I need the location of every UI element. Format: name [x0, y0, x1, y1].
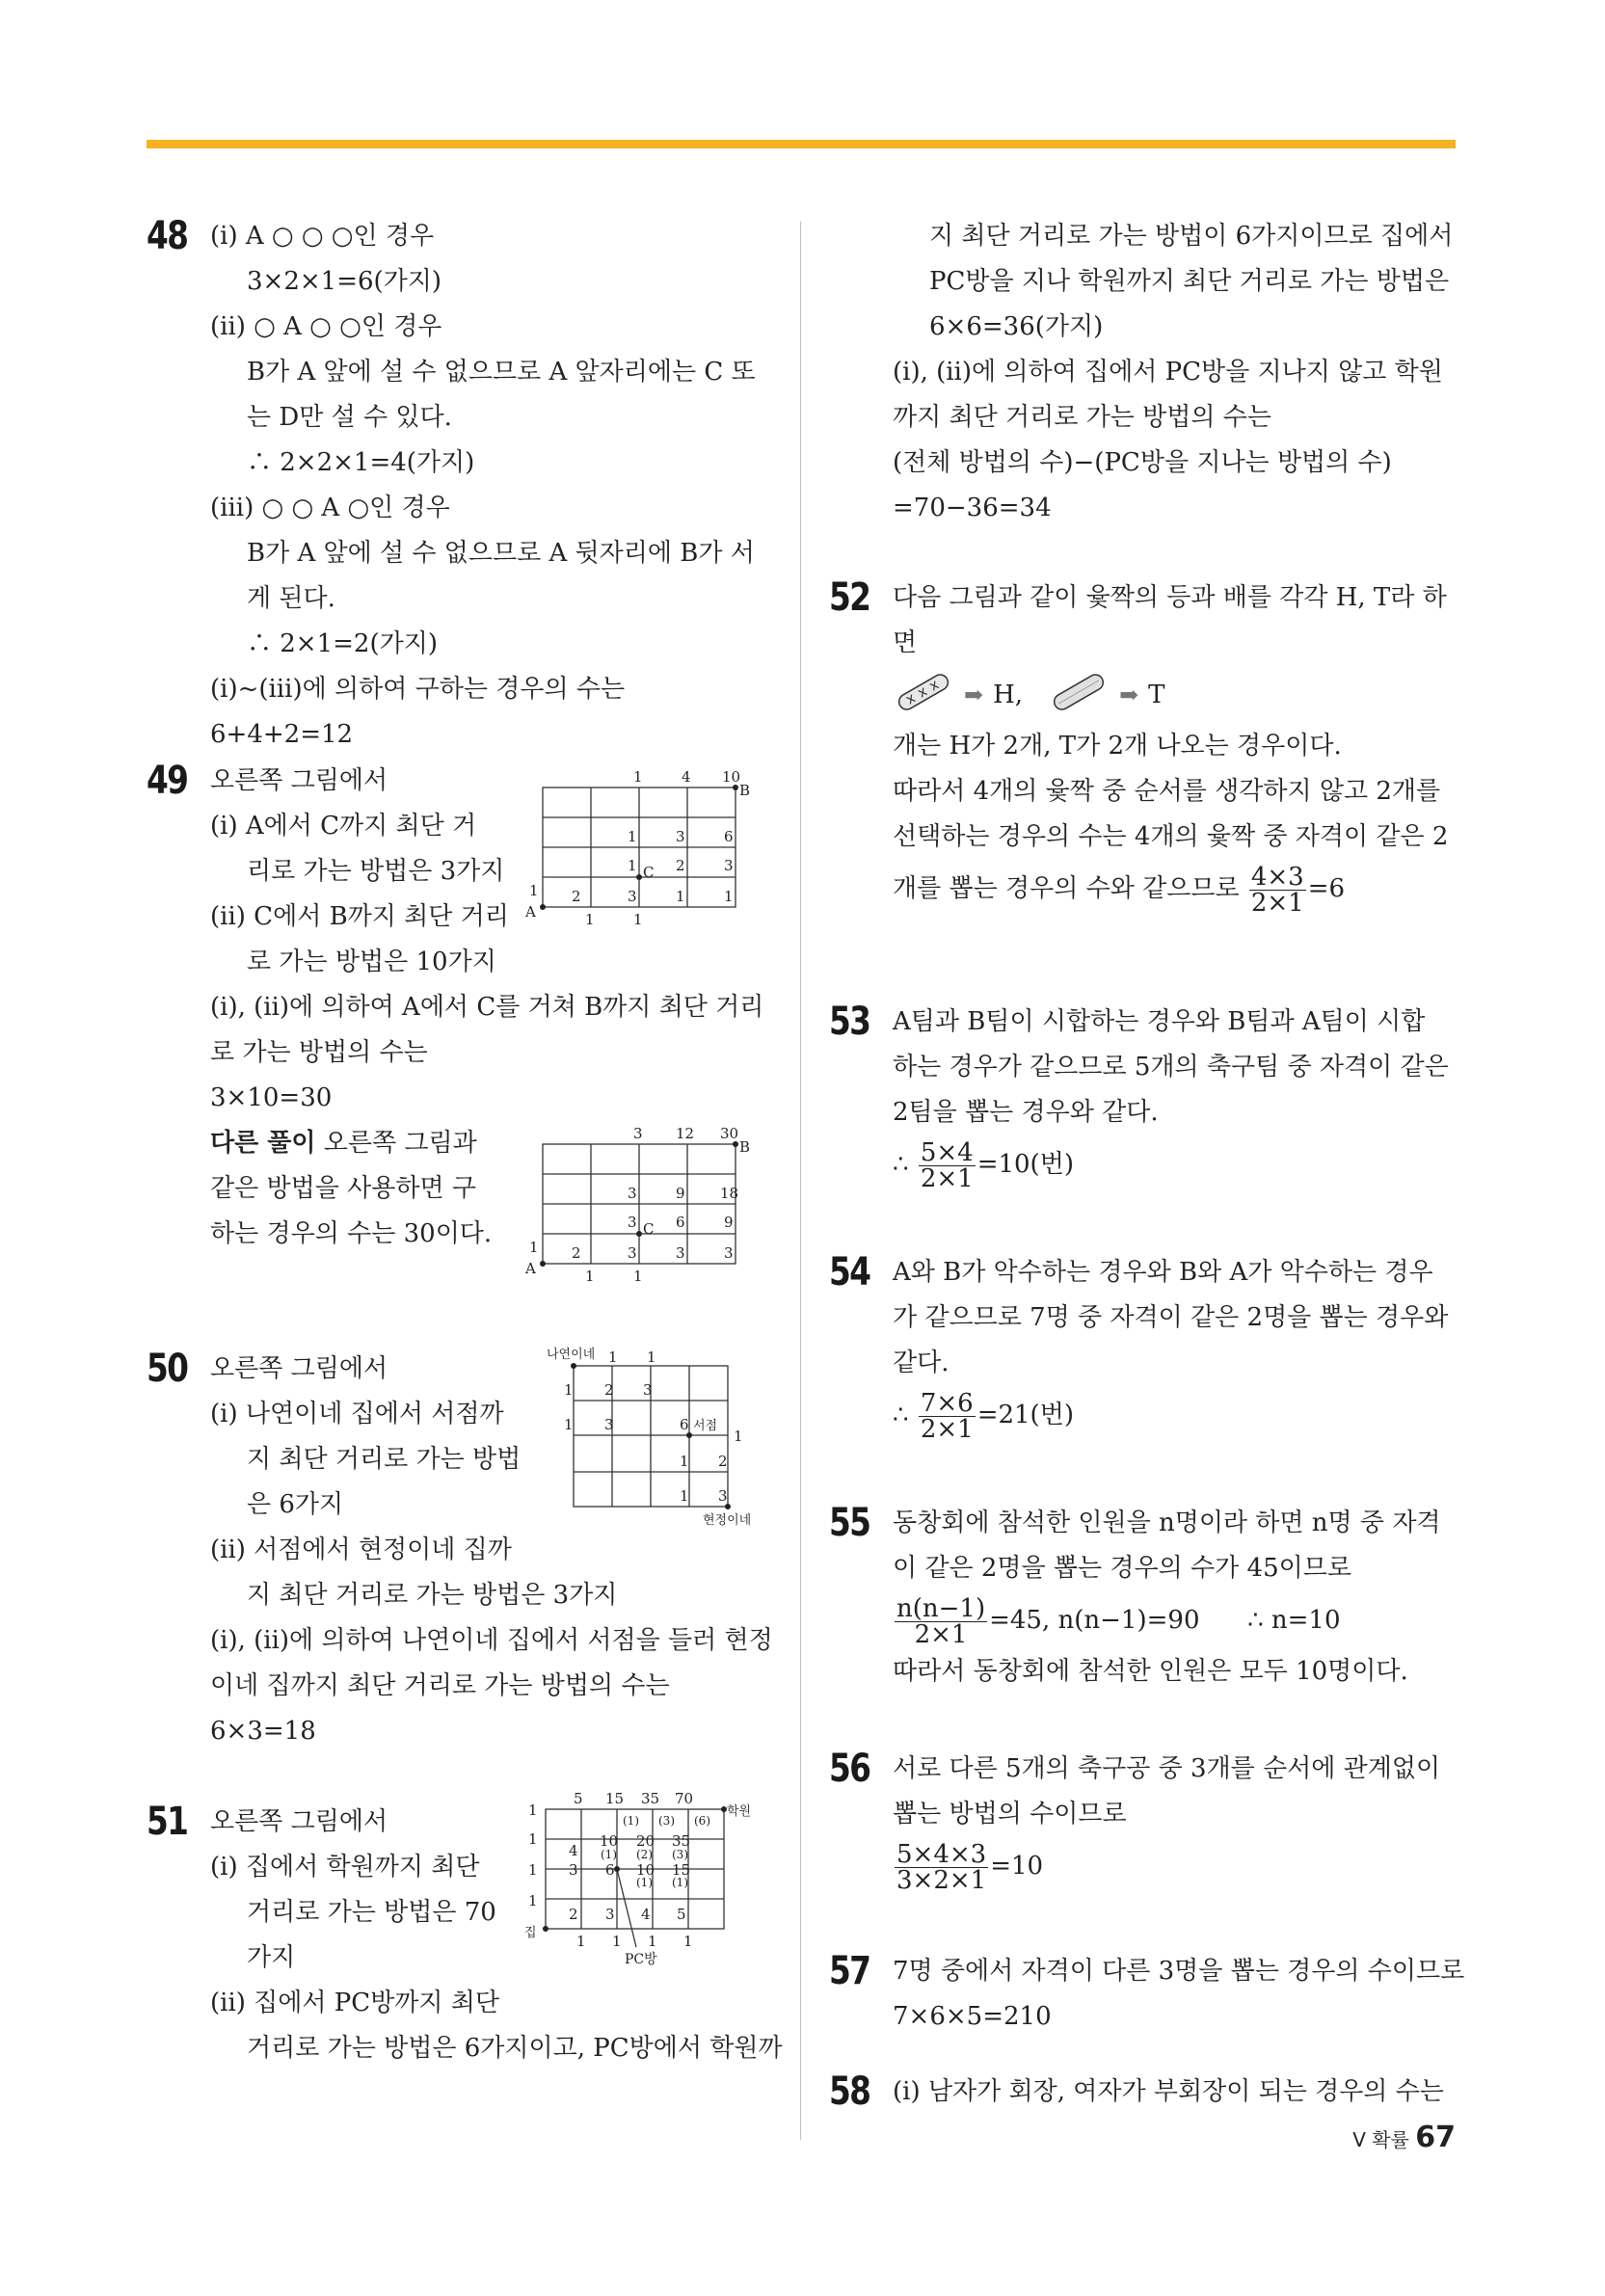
- grid-label: 4: [641, 1906, 651, 1923]
- problem-number: 51: [147, 1800, 188, 1844]
- text-line: =70−36=34: [893, 494, 1052, 522]
- grid-label: B: [739, 782, 751, 799]
- text-line: 2팀을 뽑는 경우와 같다.: [893, 1098, 1159, 1127]
- grid-label: C: [643, 864, 655, 881]
- grid-label: 70: [675, 1790, 694, 1807]
- text-line: 서로 다른 5개의 축구공 중 3개를 순서에 관계없이: [893, 1754, 1441, 1783]
- yut-belly-icon: [1048, 673, 1110, 718]
- problem-51: [147, 1790, 783, 2089]
- solution-body: [893, 1501, 1456, 1695]
- grid-label: 3: [628, 1244, 637, 1262]
- grid-label: 10: [722, 768, 741, 786]
- text-line: 7명 중에서 자격이 다른 3명을 뽑는 경우의 수이므로: [893, 1957, 1465, 1986]
- problem-number: 56: [829, 1747, 870, 1791]
- yut-t-label: T: [1148, 681, 1165, 709]
- text-line: $\frac{5\times 4\times 3}{3\times 2\times 1}$ =10: [896, 1839, 1044, 1895]
- grid-label: C: [643, 1220, 655, 1238]
- text-line: (ⅱ) C에서 B까지 최단 거리: [210, 902, 509, 931]
- grid-label: 1: [628, 857, 637, 874]
- grid-label: 6: [676, 1214, 685, 1231]
- grid-label: 1: [633, 1268, 643, 1285]
- problem-50: [147, 1347, 773, 1800]
- text-line: 이네 집까지 최단 거리로 가는 방법의 수는: [210, 1671, 670, 1700]
- grid-label: 3: [724, 857, 734, 874]
- grid-label: 9: [676, 1185, 685, 1202]
- left-column: [147, 214, 783, 2089]
- grid-label: 3: [724, 1244, 734, 1262]
- grid-label: 15: [605, 1790, 625, 1807]
- grid-label: 1: [576, 1933, 586, 1950]
- problem-number: 53: [829, 1000, 870, 1044]
- grid-label: 1: [683, 1933, 693, 1950]
- grid-label: 4: [682, 768, 691, 786]
- text-line: 하는 경우의 수는 30이다.: [210, 1219, 493, 1248]
- text-line: 로 가는 방법은 10가지: [247, 948, 496, 976]
- problem-58: [829, 2069, 1456, 2127]
- grid-label: 1: [585, 1268, 595, 1285]
- text-line: 하는 경우가 같으므로 5개의 축구팀 중 자격이 같은: [893, 1053, 1449, 1081]
- grid-label: 3: [633, 1125, 643, 1142]
- grid-label: 35: [672, 1832, 691, 1850]
- grid-label: 3: [676, 828, 685, 845]
- text-line: ∴ $\frac{5\times 4}{2\times 1}$ =10(번): [893, 1137, 1074, 1193]
- problem-number: 48: [147, 214, 188, 258]
- grid-label: 1: [528, 1892, 538, 1909]
- grid-label: 2: [572, 1244, 581, 1262]
- text-line: 리로 가는 방법은 3가지: [247, 857, 505, 886]
- grid-label: (3): [658, 1814, 675, 1828]
- problem-49: [147, 759, 773, 1347]
- text-line: 3×10=30: [210, 1083, 333, 1112]
- right-column: [829, 214, 1465, 2127]
- problem-number: 49: [147, 759, 188, 803]
- grid-label: 1: [528, 1802, 538, 1819]
- text-line: (전체 방법의 수)−(PC방을 지나는 방법의 수): [893, 448, 1392, 477]
- solution-body: [893, 1250, 1456, 1444]
- problem-55: [829, 1501, 1456, 1747]
- fraction: $\frac{4\times 3}{2\times 1}$: [1250, 862, 1304, 918]
- grid-label: 1: [633, 911, 643, 928]
- grid-label: 10: [636, 1861, 655, 1879]
- text-line: 오른쪽 그림에서: [210, 1807, 388, 1836]
- yut-legend: [893, 666, 1456, 724]
- grid-label: 6: [605, 1861, 615, 1879]
- grid-label: 5: [574, 1790, 583, 1807]
- grid-label: 9: [724, 1214, 734, 1231]
- problem-number: 50: [147, 1347, 188, 1391]
- grid-label: (1): [623, 1814, 639, 1828]
- path-grid-2: [525, 1123, 757, 1291]
- text-line: (ⅰ), (ⅱ)에 의하여 A에서 C를 거쳐 B까지 최단 거리: [210, 993, 764, 1022]
- text-line: (ⅲ) ○ ○ A ○인 경우: [210, 494, 450, 522]
- problem-53: [829, 1000, 1456, 1250]
- grid-label: 3: [628, 1214, 637, 1231]
- grid-label: 1: [564, 1381, 574, 1399]
- grid-label: 20: [636, 1832, 655, 1850]
- grid-label: 18: [720, 1185, 739, 1202]
- top-accent-bar: [147, 140, 1456, 148]
- text-line: A와 B가 악수하는 경우와 B와 A가 악수하는 경우: [893, 1258, 1433, 1287]
- text-line: 같다.: [893, 1348, 950, 1377]
- text-line: 6×6=36(가지): [929, 312, 1104, 341]
- text-line: A팀과 B팀이 시합하는 경우와 B팀과 A팀이 시합: [893, 1007, 1426, 1036]
- solution-body: [893, 214, 1456, 531]
- grid-label: 1: [585, 911, 595, 928]
- alt-solution-label: 다른 풀이: [210, 1129, 316, 1158]
- grid-label: 12: [676, 1125, 695, 1142]
- grid-label: (6): [694, 1814, 710, 1828]
- grid-label: 30: [720, 1125, 739, 1142]
- text-line: 은 6가지: [247, 1490, 344, 1519]
- text-line: (ⅰ) A에서 C까지 최단 거: [210, 812, 477, 841]
- yut-h-label: H,: [993, 681, 1024, 709]
- grid-label: 1: [633, 768, 643, 786]
- text-line: 이 같은 2명을 뽑는 경우의 수가 45이므로: [893, 1554, 1351, 1583]
- column-divider: [800, 222, 801, 2140]
- grid-label: 2: [572, 888, 581, 905]
- text-line: 로 가는 방법의 수는: [210, 1038, 428, 1067]
- grid-label: 1: [647, 1348, 656, 1366]
- text-line: 7×6×5=210: [893, 2002, 1052, 2031]
- text-line: 면: [893, 628, 918, 657]
- text-line: (ⅰ), (ⅱ)에 의하여 집에서 PC방을 지나지 않고 학원: [893, 358, 1443, 387]
- text-line: 게 된다.: [247, 584, 335, 613]
- page-number: 67: [1415, 2121, 1456, 2154]
- grid-label: 3: [604, 1416, 614, 1433]
- grid-label: 집: [524, 1926, 537, 1940]
- text-line: 3×2×1=6(가지): [247, 267, 442, 296]
- grid-label: 3: [569, 1861, 578, 1879]
- grid-label: 4: [569, 1842, 578, 1859]
- grid-label: A: [525, 903, 536, 921]
- problem-54: [829, 1250, 1456, 1501]
- grid-label: 2: [604, 1381, 614, 1399]
- grid-label: 1: [612, 1933, 622, 1950]
- fraction: $\frac{5\times 4\times 3}{3\times 2\times 1}$: [896, 1839, 987, 1895]
- grid-label: 3: [718, 1487, 728, 1505]
- grid-label: 1: [608, 1348, 618, 1366]
- problem-number: 55: [829, 1501, 870, 1545]
- text-line: 거리로 가는 방법은 70: [247, 1898, 496, 1927]
- text-line: 따라서 4개의 윷짝 중 순서를 생각하지 않고 2개를: [893, 777, 1441, 806]
- grid-label: 1: [680, 1453, 689, 1470]
- problem-number: 58: [829, 2069, 870, 2114]
- solution-body: [893, 1747, 1456, 1895]
- problem-56: [829, 1747, 1456, 1949]
- grid-label: 6: [680, 1416, 689, 1433]
- text-line: 지 최단 거리로 가는 방법은 3가지: [247, 1581, 618, 1610]
- text-line: B가 A 앞에 설 수 없으므로 A 뒷자리에 B가 서: [247, 539, 755, 568]
- grid-label: 1: [734, 1428, 743, 1445]
- grid-label: 3: [628, 1185, 637, 1202]
- solution-body: [893, 2069, 1456, 2115]
- text-line: 지 최단 거리로 가는 방법: [247, 1445, 522, 1474]
- yut-back-icon: [893, 673, 954, 718]
- text-line: (ⅰ)~(ⅲ)에 의하여 구하는 경우의 수는: [210, 675, 626, 704]
- solution-body: [210, 214, 773, 758]
- grid-label: 나연이네: [547, 1348, 596, 1362]
- grid-label: B: [739, 1138, 751, 1156]
- text-line: 는 D만 설 수 있다.: [247, 403, 452, 432]
- text-line: 까지 최단 거리로 가는 방법의 수는: [893, 403, 1271, 432]
- grid-label: 1: [564, 1416, 574, 1433]
- text-line: 지 최단 거리로 가는 방법이 6가지이므로 집에서: [929, 222, 1454, 251]
- grid-label: 1: [676, 888, 685, 905]
- grid-label: 15: [672, 1861, 691, 1879]
- text-line: ∴ 2×1=2(가지): [247, 629, 438, 658]
- grid-label: (1): [601, 1848, 617, 1861]
- section-label: Ⅴ 확률: [1352, 2128, 1409, 2151]
- solution-body: [893, 1000, 1456, 1193]
- text-line: (ⅰ), (ⅱ)에 의하여 나연이네 집에서 서점을 들러 현정: [210, 1626, 773, 1655]
- grid-label: (3): [672, 1848, 688, 1861]
- text-line: PC방을 지나 학원까지 최단 거리로 가는 방법은: [929, 267, 1450, 296]
- grid-label: 1: [529, 882, 539, 899]
- text-line: 개를 뽑는 경우의 수와 같으므로 $\frac{4\times 3}{2\times 1}$ =6: [893, 862, 1346, 918]
- text-line: 동창회에 참석한 인원을 n명이라 하면 n명 중 자격: [893, 1508, 1441, 1537]
- text-line: (ⅱ) 집에서 PC방까지 최단: [210, 1989, 500, 2017]
- grid-label: 1: [680, 1487, 689, 1505]
- text-line: (ⅱ) ○ A ○ ○인 경우: [210, 312, 442, 341]
- grid-label: 1: [528, 1861, 538, 1879]
- solution-body: [893, 575, 1456, 918]
- text-line: 거리로 가는 방법은 6가지이고, PC방에서 학원까: [247, 2034, 783, 2063]
- text-line: 다음 그림과 같이 윷짝의 등과 배를 각각 H, T라 하: [893, 583, 1447, 612]
- text-line: 가 같으므로 7명 중 자격이 같은 2명을 뽑는 경우와: [893, 1303, 1449, 1332]
- fraction: $\frac{7\times 6}{2\times 1}$: [920, 1388, 974, 1444]
- problem-52: [829, 575, 1456, 1000]
- page-footer: [1352, 2121, 1456, 2154]
- grid-label: 3: [605, 1906, 615, 1923]
- solution-body: [893, 1949, 1465, 2040]
- problem-51-continued: [829, 214, 1456, 575]
- text-line: 6+4+2=12: [210, 720, 354, 749]
- grid-label: 1: [628, 828, 637, 845]
- fraction: $\frac{n(n-1)}{2\times 1}$: [896, 1593, 986, 1649]
- text-line: (ⅰ) 남자가 회장, 여자가 부회장이 되는 경우의 수는: [893, 2077, 1444, 2106]
- text-line: ∴ $\frac{7\times 6}{2\times 1}$ =21(번): [893, 1388, 1074, 1444]
- path-grid-4: [521, 1788, 762, 1980]
- text-line: 다른 풀이 오른쪽 그림과: [210, 1129, 477, 1158]
- grid-label: (1): [672, 1876, 688, 1889]
- grid-label: 10: [600, 1832, 619, 1850]
- text-line: 오른쪽 그림에서: [210, 1354, 388, 1383]
- grid-label: 35: [641, 1790, 660, 1807]
- grid-label: 3: [676, 1244, 685, 1262]
- problem-number: 57: [829, 1949, 870, 1993]
- grid-label: (2): [636, 1848, 653, 1861]
- text-line: $\frac{n(n-1)}{2\times 1}$ =45, n(n−1)=90 ∴ n=10: [896, 1593, 1341, 1649]
- path-grid-3: [547, 1341, 763, 1537]
- grid-label: (1): [636, 1876, 653, 1889]
- grid-label: 1: [529, 1239, 539, 1256]
- text-line: B가 A 앞에 설 수 없으므로 A 앞자리에는 C 또: [247, 358, 756, 387]
- text-line: (ⅰ) 나연이네 집에서 서점까: [210, 1400, 504, 1428]
- grid-label: 1: [648, 1933, 657, 1950]
- grid-label: 1: [724, 888, 734, 905]
- text-line: 뽑는 방법의 수이므로: [893, 1800, 1127, 1829]
- problem-number: 52: [829, 575, 870, 620]
- fraction: $\frac{5\times 4}{2\times 1}$: [920, 1137, 974, 1193]
- text-line: (ⅰ) A ○ ○ ○인 경우: [210, 222, 435, 251]
- arrow-right-icon: ➡: [964, 681, 984, 708]
- grid-label: 5: [677, 1906, 686, 1923]
- grid-label: A: [525, 1260, 536, 1277]
- grid-label: 2: [718, 1453, 728, 1470]
- text-line: 선택하는 경우의 수는 4개의 윷짝 중 자격이 같은 2: [893, 822, 1449, 851]
- text-line: 6×3=18: [210, 1717, 316, 1746]
- grid-label: 3: [643, 1381, 653, 1399]
- grid-label: 학원: [727, 1804, 752, 1819]
- problem-57: [829, 1949, 1465, 2069]
- text-line: 가지: [247, 1943, 296, 1972]
- grid-label: PC방: [625, 1952, 657, 1967]
- grid-label: 3: [628, 888, 637, 905]
- grid-label: 2: [569, 1906, 578, 1923]
- text-line: 오른쪽 그림에서: [210, 766, 388, 795]
- text-line: 개는 H가 2개, T가 2개 나오는 경우이다.: [893, 732, 1342, 761]
- path-grid-1: [525, 766, 757, 934]
- text-line: ∴ 2×2×1=4(가지): [247, 448, 475, 477]
- grid-label: 6: [724, 828, 734, 845]
- grid-label: 서점: [693, 1419, 718, 1433]
- grid-label: 2: [676, 857, 685, 874]
- text-line: 따라서 동창회에 참석한 인원은 모두 10명이다.: [893, 1657, 1408, 1686]
- text-line: (ⅱ) 서점에서 현정이네 집까: [210, 1535, 512, 1564]
- grid-label: 현정이네: [703, 1513, 752, 1528]
- problem-48: [147, 214, 773, 759]
- arrow-right-icon: ➡: [1119, 681, 1139, 708]
- problem-number: 54: [829, 1250, 870, 1295]
- text-line: 같은 방법을 사용하면 구: [210, 1174, 476, 1203]
- text-line: (ⅰ) 집에서 학원까지 최단: [210, 1853, 480, 1882]
- grid-label: 1: [528, 1830, 538, 1848]
